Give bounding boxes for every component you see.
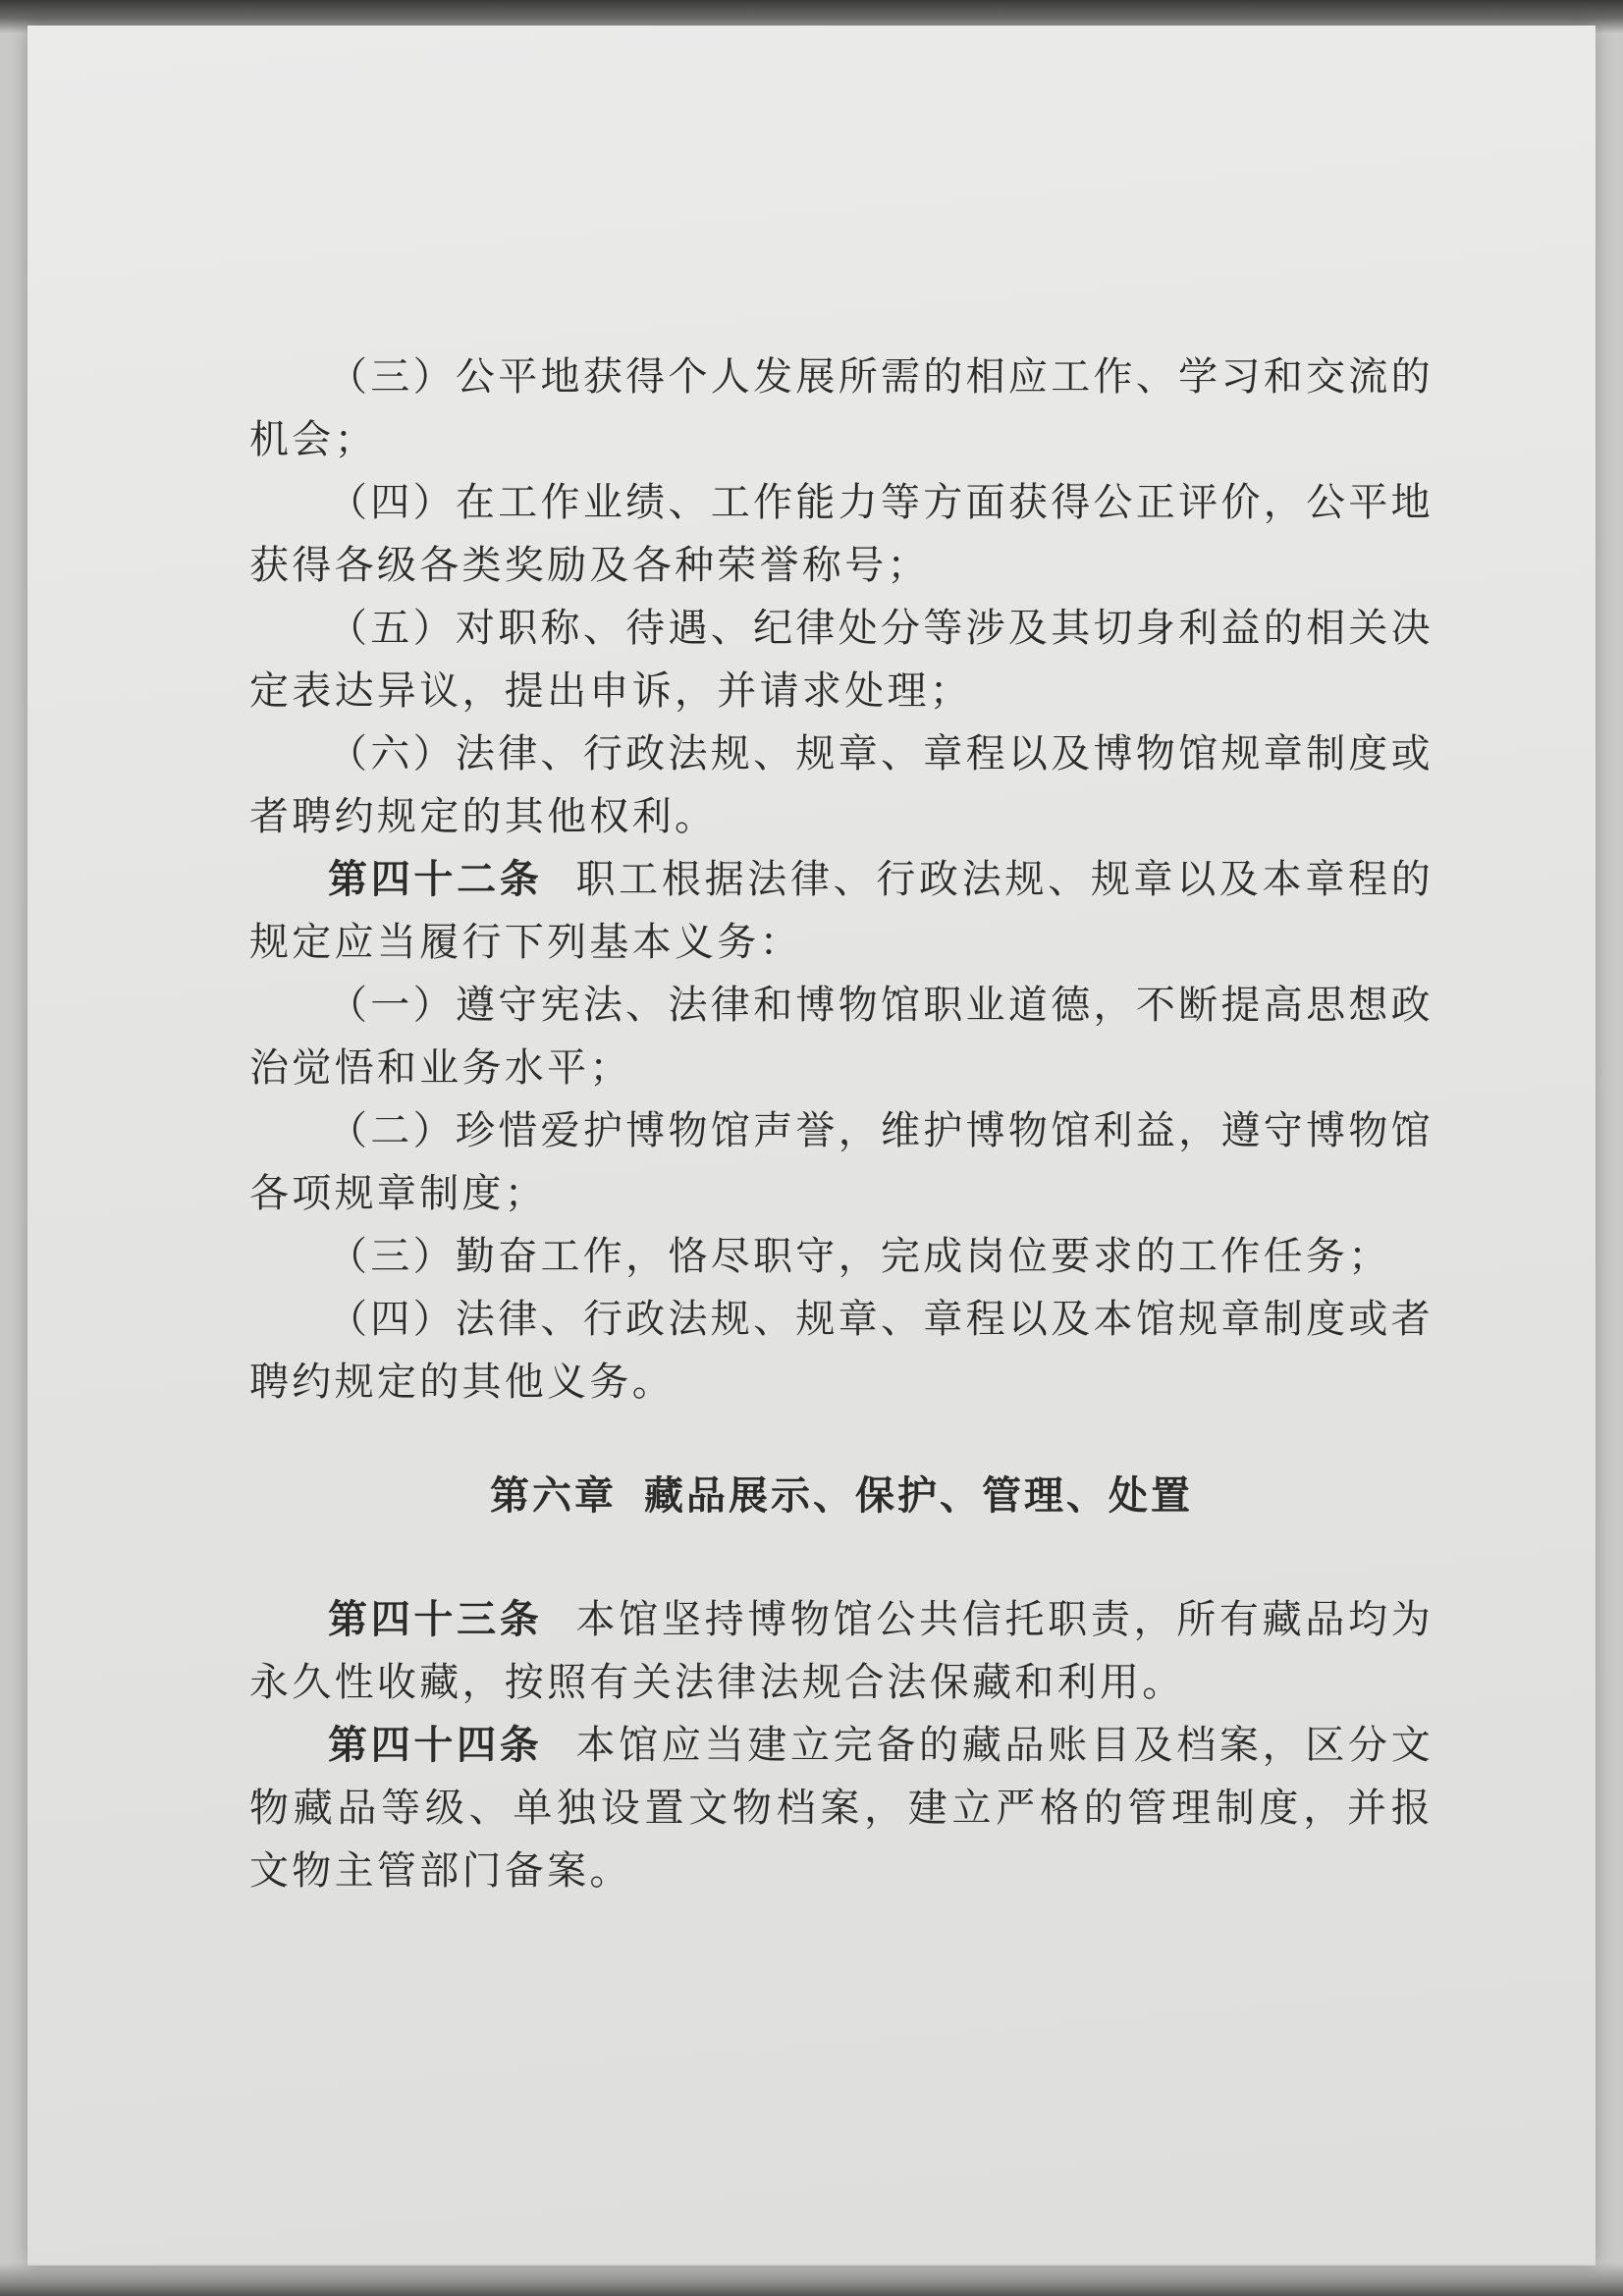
article-heading: 第四十三条 bbox=[328, 1596, 543, 1642]
paragraph-duty-2 bbox=[249, 1099, 1434, 1225]
paragraph-right-3 bbox=[249, 346, 1434, 471]
article-text: 职工根据法律、行政法规、规章以及本章程的规定应当履行下列基本义务： bbox=[249, 857, 1434, 965]
paragraph-text: （三）勤奋工作，恪尽职守，完成岗位要求的工作任务； bbox=[328, 1234, 1391, 1279]
paragraph-text: （三）公平地获得个人发展所需的相应工作、学习和交流的机会； bbox=[249, 354, 1434, 462]
paragraph-duty-1 bbox=[249, 974, 1434, 1099]
paragraph-text: （四）在工作业绩、工作能力等方面获得公正评价，公平地获得各级各类奖励及各种荣誉称号； bbox=[249, 480, 1434, 588]
article-42 bbox=[249, 848, 1434, 974]
paragraph-text: （四）法律、行政法规、规章、章程以及本馆规章制度或者聘约规定的其他义务。 bbox=[249, 1297, 1434, 1405]
paragraph-text: （一）遵守宪法、法律和博物馆职业道德，不断提高思想政治觉悟和业务水平； bbox=[249, 983, 1434, 1091]
paragraph-right-4 bbox=[249, 471, 1434, 597]
paragraph-text: （五）对职称、待遇、纪律处分等涉及其切身利益的相关决定表达异议，提出申诉，并请求处理； bbox=[249, 606, 1434, 714]
chapter-heading bbox=[249, 1465, 1434, 1527]
paragraph-duty-3 bbox=[249, 1225, 1434, 1288]
chapter-title: 藏品展示、保护、管理、处置 bbox=[644, 1472, 1193, 1519]
paragraph-text: （二）珍惜爱护博物馆声誉，维护博物馆利益，遵守博物馆各项规章制度； bbox=[249, 1108, 1434, 1216]
paragraph-right-6 bbox=[249, 722, 1434, 848]
paragraph-right-5 bbox=[249, 597, 1434, 722]
article-heading: 第四十四条 bbox=[328, 1722, 543, 1768]
paragraph-duty-4 bbox=[249, 1288, 1434, 1414]
chapter-number: 第六章 bbox=[490, 1472, 617, 1519]
scan-bottom-edge bbox=[0, 2263, 1623, 2296]
document-body bbox=[249, 346, 1434, 1902]
paragraph-text: （六）法律、行政法规、规章、章程以及博物馆规章制度或者聘约规定的其他权利。 bbox=[249, 731, 1434, 839]
article-text: 本馆应当建立完备的藏品账目及档案，区分文物藏品等级、单独设置文物档案，建立严格的管理制度，并报文物主管部门备案。 bbox=[249, 1723, 1434, 1894]
document-page bbox=[27, 26, 1596, 2266]
article-heading: 第四十二条 bbox=[328, 856, 543, 902]
article-43 bbox=[249, 1588, 1434, 1714]
article-44 bbox=[249, 1714, 1434, 1902]
article-text: 本馆坚持博物馆公共信托职责，所有藏品均为永久性收藏，按照有关法律法规合法保藏和利用。 bbox=[249, 1597, 1434, 1705]
